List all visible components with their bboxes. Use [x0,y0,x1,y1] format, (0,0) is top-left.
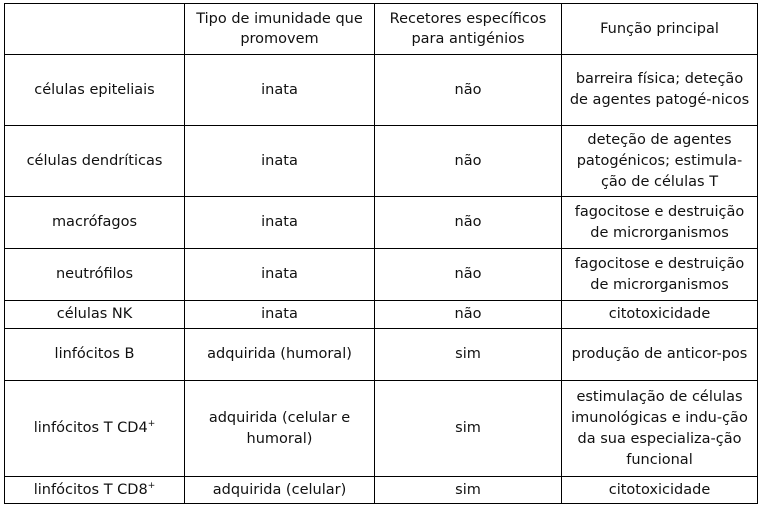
table-row [5,249,758,301]
main-function: deteção de agentes patogénicos; estimula-ção de células T [562,126,758,197]
header-receptors: Recetores específicos para antigénios [375,4,562,55]
superscript-plus: + [147,419,156,429]
main-function: citotoxicidade [562,477,758,504]
cell-type: células epiteliais [5,55,185,126]
main-function: produção de anticor-pos [562,329,758,381]
table-row [5,55,758,126]
table-row [5,381,758,477]
receptors-value: sim [375,477,562,504]
table-row [5,126,758,197]
immunity-type: adquirida (celular e humoral) [185,381,375,477]
cell-type: células NK [5,301,185,329]
immunity-type: inata [185,55,375,126]
immunity-type: inata [185,249,375,301]
table-row [5,477,758,504]
main-function: citotoxicidade [562,301,758,329]
main-function: estimulação de células imunológicas e indu-ção da sua especializa-ção funcional [562,381,758,477]
cell-type: macrófagos [5,197,185,249]
receptors-value: não [375,301,562,329]
immune-cells-table [4,3,758,504]
immunity-type: inata [185,197,375,249]
cell-type: linfócitos B [5,329,185,381]
receptors-value: não [375,197,562,249]
cell-type [5,477,185,504]
immunity-type: inata [185,301,375,329]
table-row [5,329,758,381]
header-row [5,4,758,55]
header-main-function: Função principal [562,4,758,55]
cell-type-name: linfócitos T CD8 [33,481,148,498]
cell-type-name: linfócitos T CD4 [33,420,148,436]
cell-type: células dendríticas [5,126,185,197]
immunity-type: inata [185,126,375,197]
receptors-value: sim [375,329,562,381]
table-row [5,197,758,249]
table-row [5,301,758,329]
cell-type: neutrófilos [5,249,185,301]
header-immunity-type: Tipo de imunidade que promovem [185,4,375,55]
main-function: fagocitose e destruição de microrganismos [562,197,758,249]
immunity-type: adquirida (humoral) [185,329,375,381]
receptors-value: sim [375,381,562,477]
immunity-type: adquirida (celular) [185,477,375,504]
superscript-plus: + [147,480,156,491]
receptors-value: não [375,249,562,301]
header-cell-empty [5,4,185,55]
main-function: fagocitose e destruição de microrganismos [562,249,758,301]
receptors-value: não [375,126,562,197]
receptors-value: não [375,55,562,126]
cell-type [5,381,185,477]
main-function: barreira física; deteção de agentes patogé-nicos [562,55,758,126]
